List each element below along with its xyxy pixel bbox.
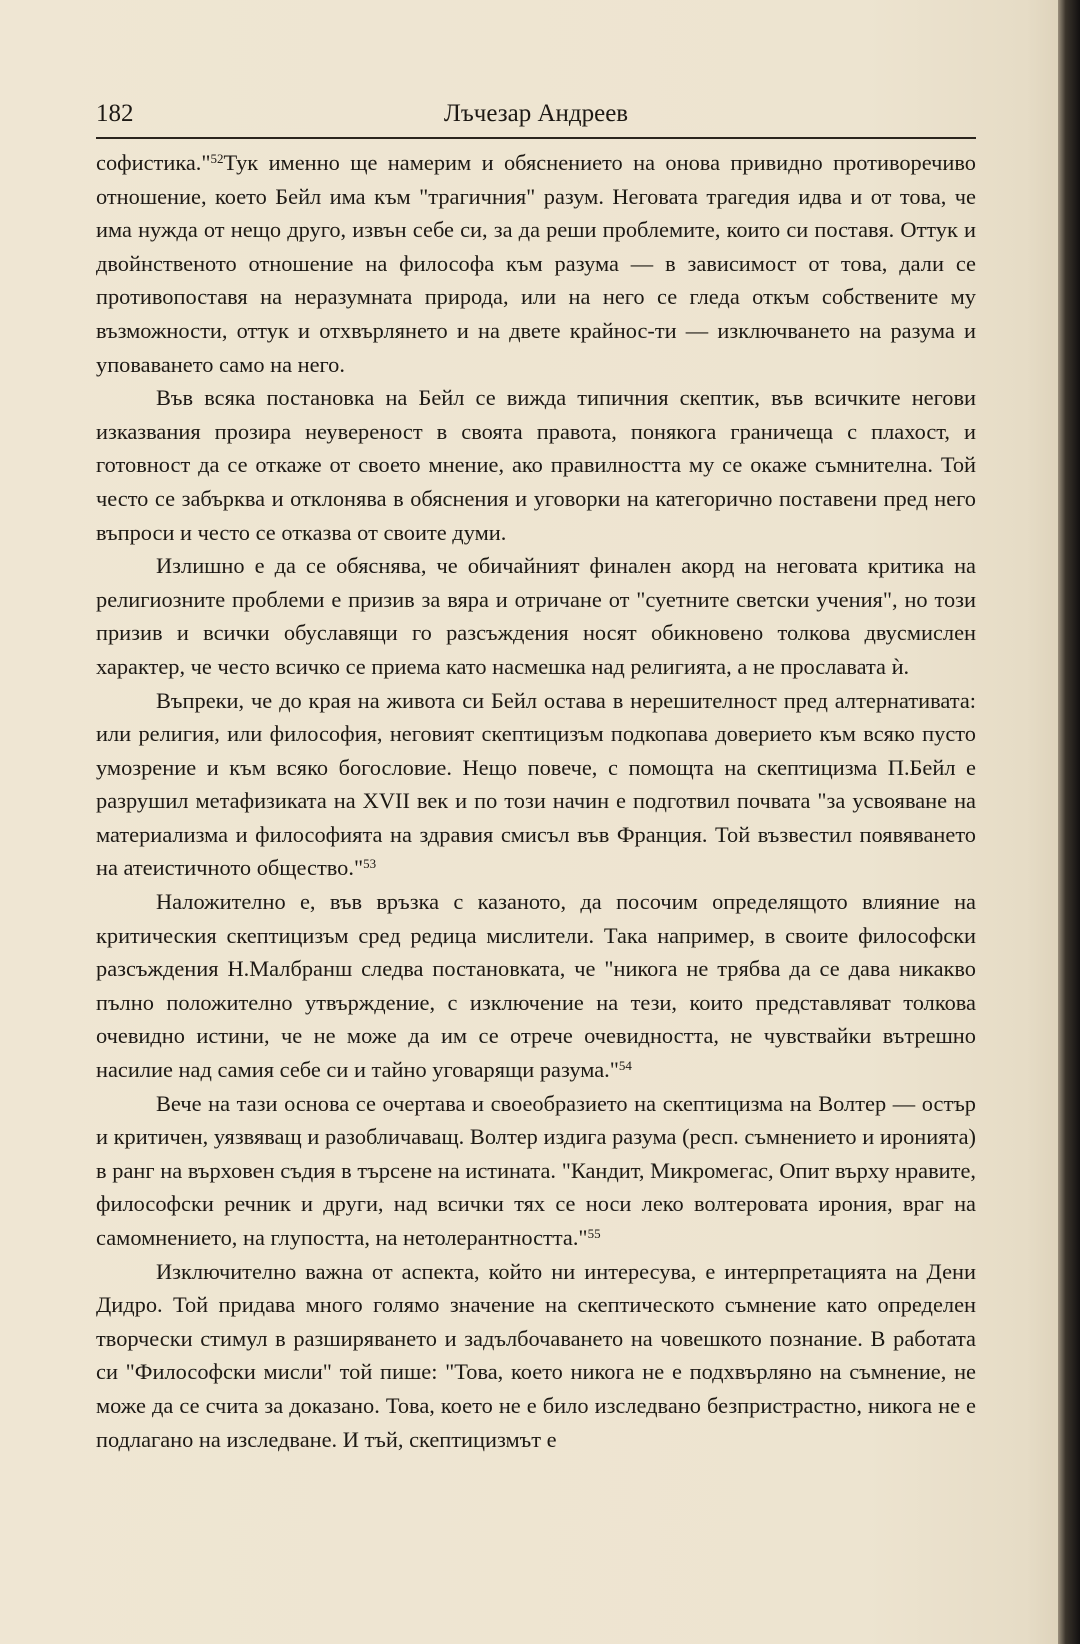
text-run: Вече на тази основа се очертава и своеобразието на скептицизма на Волтер — остър и критичен, уязвяващ и разобличаващ. Волтер издига разума (респ. съмнението и иронията) в ранг на върховен съдия в търсене на истината. "Кандит, Микромегас, Опит върху нравите, философски речник и други, над всички тях се носи леко волтеровата ирония, враг на самомнението, на глупостта, на нетолерантността."	[96, 1090, 976, 1250]
text-run: Изключително важна от аспекта, който ни интересува, е интерпретацията на Дени Дидро. Той придава много голямо значение на скептическото съмнение като определен творчески стимул в разширяването и задълбочаването на човешкото познание. В работата си "Философски мисли" той пише: "Това, което никога не е подхвърляно на съмнение, не може да се счита за доказано. Това, което не е било изследвано безпристрастно, никога не е подлагано на изследване. И тъй, скептицизмът е	[96, 1258, 976, 1452]
footnote-ref: 52	[210, 150, 224, 166]
page-number: 182	[96, 100, 134, 127]
header-rule	[96, 137, 976, 139]
paragraph	[96, 381, 976, 549]
paragraph	[96, 885, 976, 1087]
footnote-ref: 55	[587, 1225, 601, 1241]
text-run: Въпреки, че до края на живота си Бейл остава в нерешителност пред алтернативата: или религия, или философия, неговият скептицизъм подкопава доверието към всяко пусто умозрение и към всяко богословие. Нещо повече, с помощта на скептицизма П.Бейл е разрушил метафизиката на XVII век и по този начин е подготвил почвата "за усвояване на материализма и философията на здравия смисъл във Франция. Той възвестил появяването на атеистичното общество."	[96, 687, 976, 881]
text-run: софистика."	[96, 150, 211, 175]
text-run: Тук именно ще намерим и обяснението на онова привидно противоречиво отношение, което Бейл има към "трагичния" разум. Неговата трагедия идва и от това, че има нужда от нещо друго, извън себе си, за да реши проблемите, които си поставя. Оттук и двойнственото отношение на философа към разума — в зависимост от това, дали се противопоставя на неразумната природа, или на него се гледа откъм собствените му възможности, оттук и отхвърлянето и на двете крайнос-ти — изключването на разума и уповаването само на него.	[96, 150, 976, 377]
body-text	[96, 146, 976, 1456]
running-head: Лъчезар Андреев	[443, 100, 629, 127]
page-header	[96, 98, 976, 138]
book-edge-shadow	[1058, 0, 1080, 1644]
paragraph	[96, 549, 976, 683]
footnote-ref: 54	[618, 1057, 632, 1073]
paragraph	[96, 1087, 976, 1255]
text-run: Наложително е, във връзка с казаното, да посочим определящото влияние на критическия скептицизъм сред редица мислители. Така например, в своите философски разсъждения Н.Малбранш следва постановката, че "никога не трябва да се дава никакво пълно положително утвърждение, с изключение на тези, които представляват толкова очевидно истини, че не може да им се отрече очевидността, не чувствайки вътрешно насилие над самия себе си и тайно уговарящи разума."	[96, 889, 976, 1083]
text-run: Във всяка постановка на Бейл се вижда типичния скептик, във всичките негови изказвания прозира неувереност в своята правота, понякога граничеща с плахост, и готовност да се откаже от своето мнение, ако правилността му се окаже съмнителна. Той често се забърква и отклонява в обяснения и уговорки на категорично поставени пред него въпроси и често се отказва от своите думи.	[96, 385, 976, 545]
footnote-ref: 53	[363, 856, 377, 872]
paragraph	[96, 684, 976, 886]
paragraph	[96, 1255, 976, 1457]
paragraph	[96, 146, 976, 381]
text-run: Излишно е да се обяснява, че обичайният финален акорд на неговата критика на религиозните проблеми е призив за вяра и отричане от "суетните светски учения", но този призив и всички обуславящи го разсъждения носят обикновено толкова двусмислен характер, че често всичко се приема като насмешка над религията, а не прославата ѝ.	[96, 553, 976, 679]
